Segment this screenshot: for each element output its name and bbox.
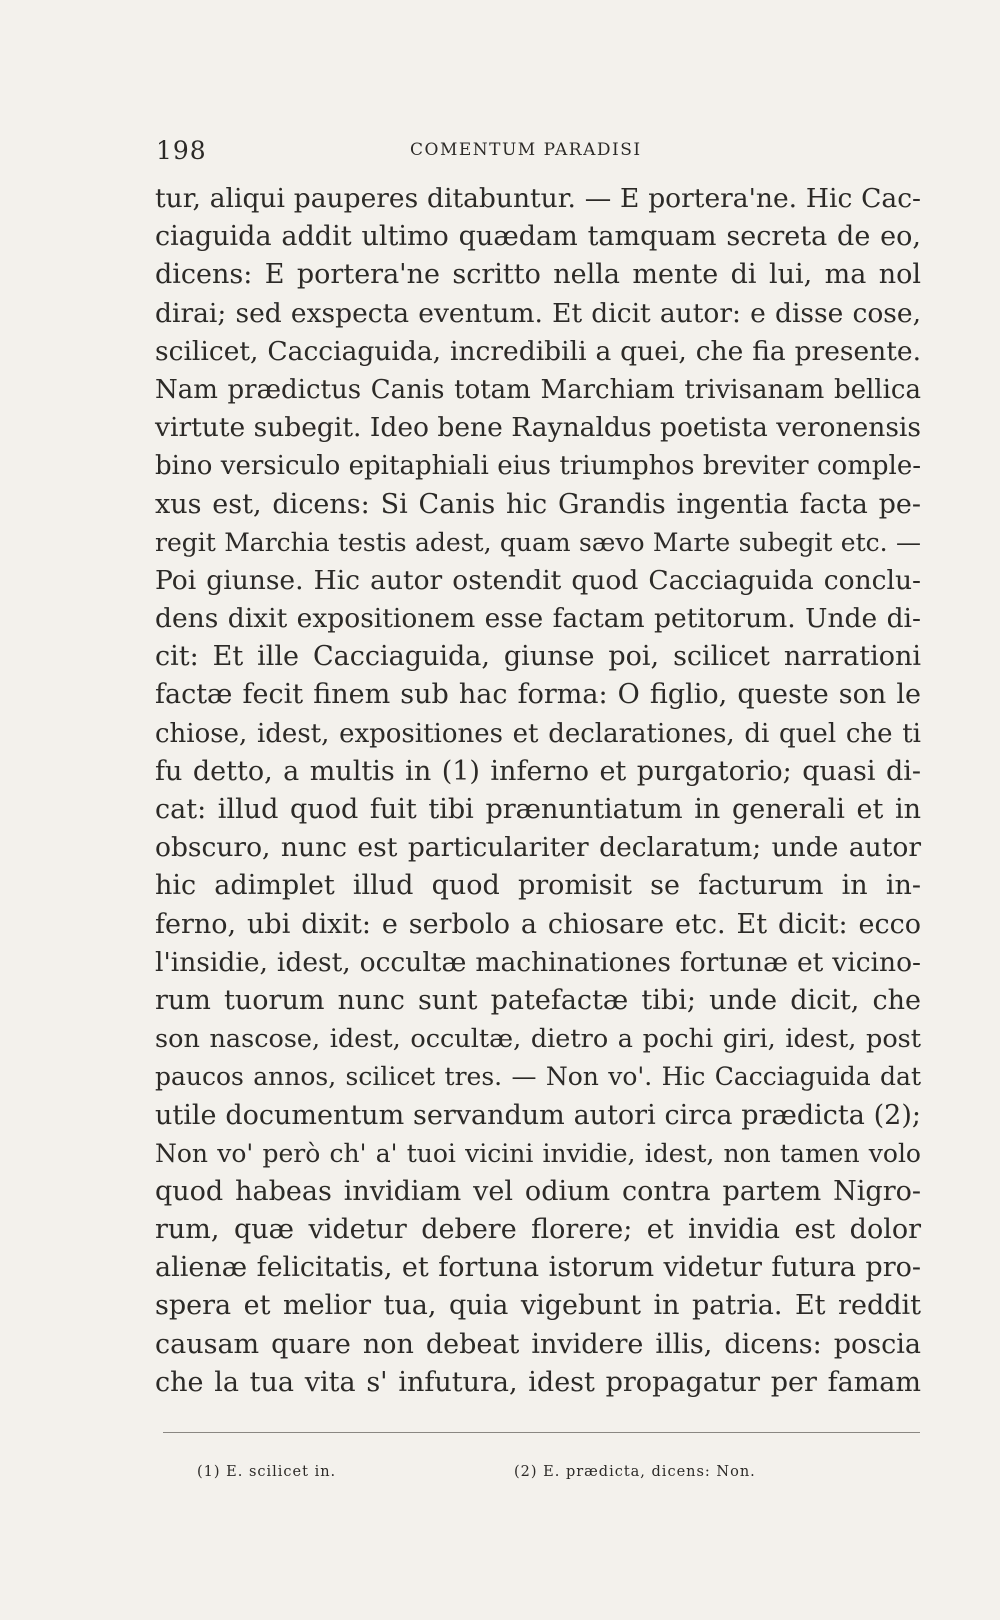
text-line: paucos annos, scilicet tres. — Non vo'. Hic Cacciaguida dat xyxy=(155,1062,921,1092)
text-line: che la tua vita s' infutura, idest propagatur per famam xyxy=(155,1366,921,1398)
text-line: l'insidie, idest, occultæ machinationes fortunæ et vicino- xyxy=(155,946,921,978)
text-line: utile documentum servandum autori circa prædicta (2); xyxy=(155,1099,921,1131)
footnote-divider xyxy=(163,1432,920,1433)
text-line: spera et melior tua, quia vigebunt in patria. Et reddit xyxy=(155,1290,921,1322)
text-line: hic adimplet illud quod promisit se facturum in in- xyxy=(155,870,921,902)
text-line: ciaguida addit ultimo quædam tamquam secreta de eo, xyxy=(155,221,921,253)
text-line: causam quare non debeat invidere illis, dicens: poscia xyxy=(155,1328,921,1360)
text-line: cat: illud quod fuit tibi prænuntiatum in generali et in xyxy=(155,794,921,825)
text-line: son nascose, idest, occultæ, dietro a pochi giri, idest, post xyxy=(155,1024,921,1055)
text-line: chiose, idest, expositiones et declarationes, di quel che ti xyxy=(155,718,921,749)
footnote-1: (1) E. scilicet in. xyxy=(197,1464,337,1480)
page-number: 198 xyxy=(156,136,207,165)
page-header xyxy=(156,130,920,170)
text-line: rum, quæ videtur debere florere; et invidia est dolor xyxy=(155,1214,921,1246)
text-line: obscuro, nunc est particulariter declaratum; unde autor xyxy=(155,832,921,864)
text-line: cit: Et ille Cacciaguida, giunse poi, scilicet narrationi xyxy=(155,641,921,673)
text-line: fu detto, a multis in (1) inferno et purgatorio; quasi di- xyxy=(155,755,921,787)
body-text xyxy=(155,180,921,1402)
text-line: Poi giunse. Hic autor ostendit quod Cacciaguida conclu- xyxy=(155,564,921,596)
text-line: Non vo' però ch' a' tuoi vicini invidie, idest, non tamen volo xyxy=(155,1138,921,1168)
text-line: Nam prædictus Canis totam Marchiam trivisanam bellica xyxy=(155,374,921,405)
text-line: dicens: E portera'ne scritto nella mente di lui, ma nol xyxy=(155,259,921,291)
text-line: dirai; sed exspecta eventum. Et dicit autor: e disse cose, xyxy=(155,297,921,329)
text-line: dens dixit expositionem esse factam petitorum. Unde di- xyxy=(155,603,921,635)
text-line: regit Marchia testis adest, quam sævo Marte subegit etc. — xyxy=(155,527,921,557)
text-line: factæ fecit finem sub hac forma: O figlio, queste son le xyxy=(155,679,921,711)
text-line: bino versiculo epitaphiali eius triumphos breviter comple- xyxy=(155,451,921,482)
text-line: rum tuorum nunc sunt patefactæ tibi; unde dicit, che xyxy=(155,984,921,1016)
text-line: tur, aliqui pauperes ditabuntur. — E portera'ne. Hic Cac- xyxy=(155,183,921,214)
text-line: alienæ felicitatis, et fortuna istorum videtur futura pro- xyxy=(155,1252,921,1284)
text-line: xus est, dicens: Si Canis hic Grandis ingentia facta pe- xyxy=(155,488,921,520)
text-line: quod habeas invidiam vel odium contra partem Nigro- xyxy=(155,1175,921,1207)
text-line: virtute subegit. Ideo bene Raynaldus poetista veronensis xyxy=(155,412,921,444)
text-line: ferno, ubi dixit: e serbolo a chiosare etc. Et dicit: ecco xyxy=(155,908,921,940)
footnote-2: (2) E. prædicta, dicens: Non. xyxy=(514,1464,756,1480)
running-head: COMENTUM PARADISI xyxy=(410,140,642,160)
text-line: scilicet, Cacciaguida, incredibili a quei, che fia presente. xyxy=(155,335,921,367)
